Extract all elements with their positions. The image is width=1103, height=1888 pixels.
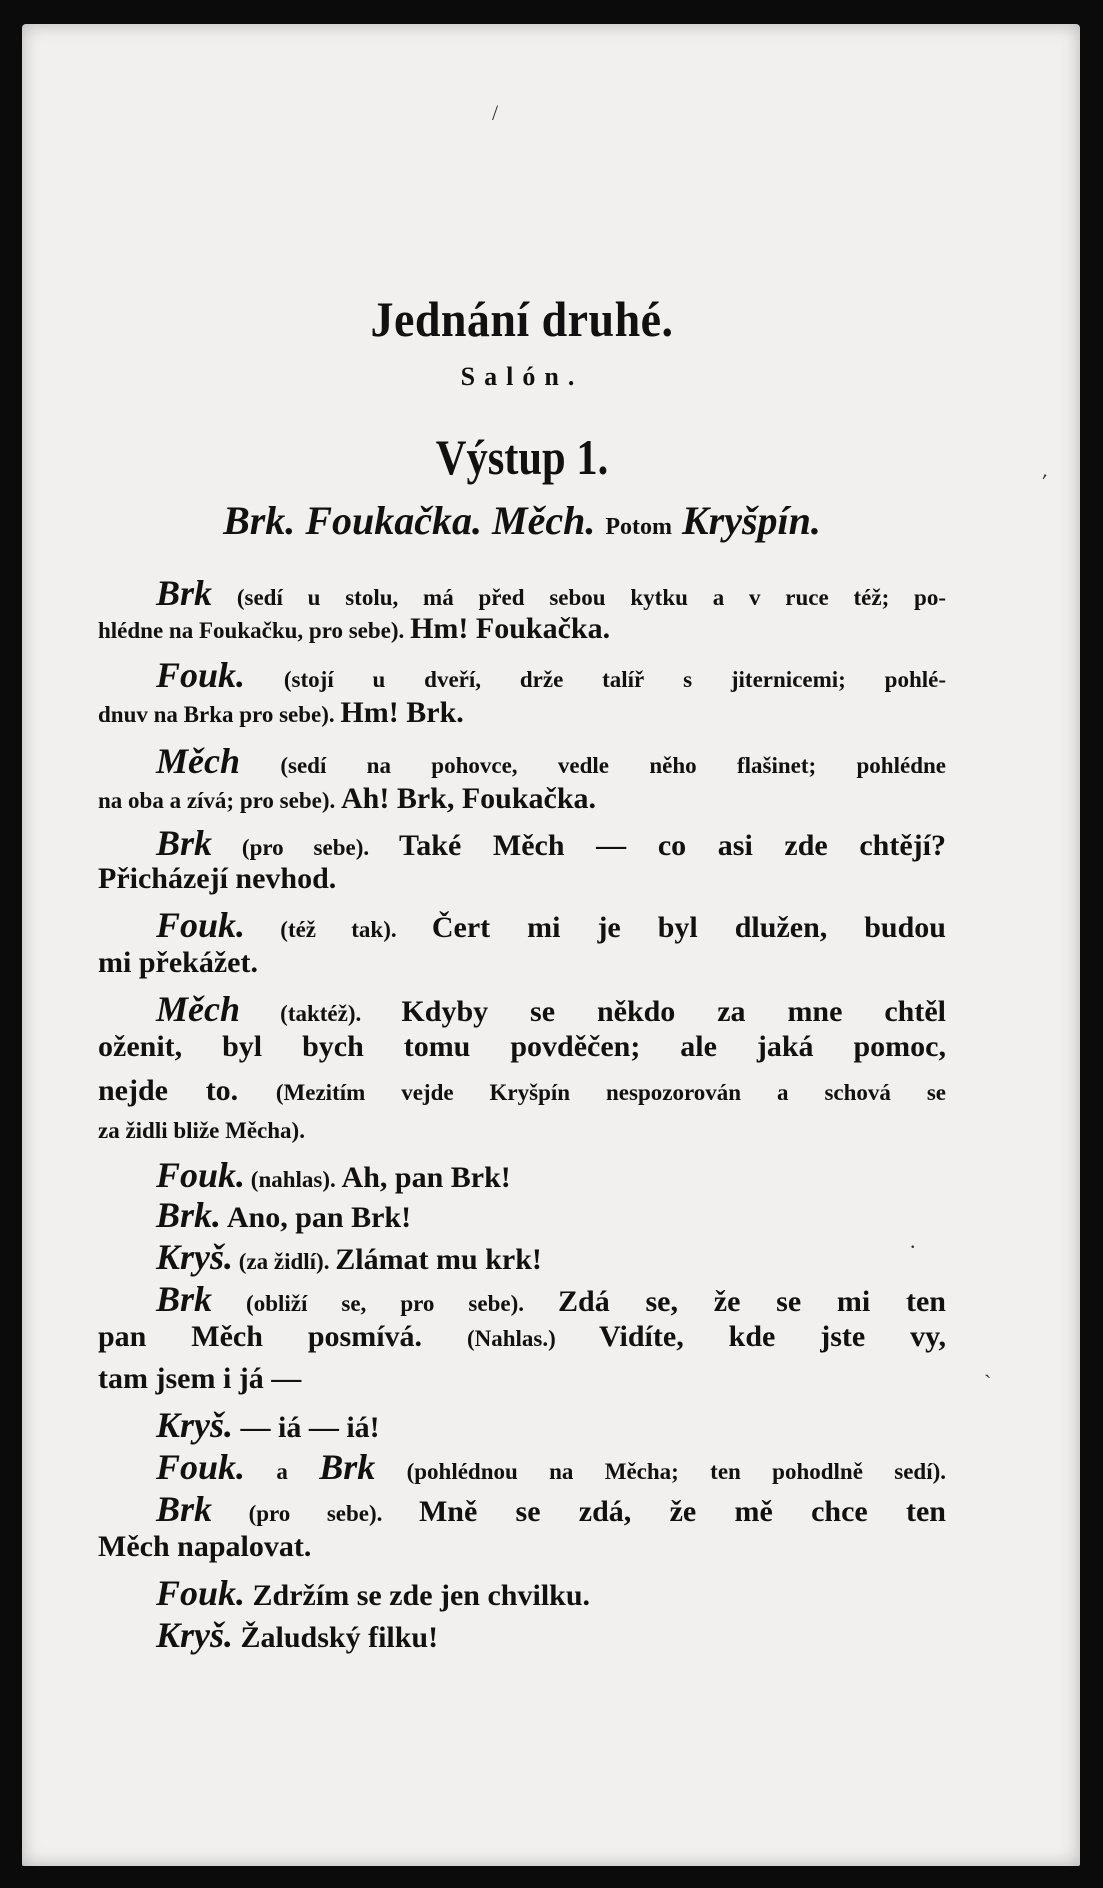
stray-mark: ` bbox=[984, 1370, 992, 1395]
text-line bbox=[98, 862, 946, 896]
speaker-name: Fouk. bbox=[156, 1573, 246, 1613]
speech-text: Ano, pan Brk! bbox=[221, 1201, 412, 1234]
stage-direction: dnuv na Brka pro sebe). bbox=[98, 702, 341, 727]
speech-text: tam jsem i já — bbox=[98, 1362, 302, 1395]
stage-direction: za židli bliže Měcha). bbox=[98, 1118, 305, 1143]
speaker-name: Brk bbox=[156, 1489, 213, 1529]
stage-direction: (Nahlas.) bbox=[466, 1326, 599, 1351]
speech-text: Žaludský filku! bbox=[233, 1621, 439, 1654]
speech-text: Hm! Foukačka. bbox=[410, 612, 611, 645]
speech-text: pan Měch posmívá. bbox=[98, 1320, 467, 1353]
scene-setting: Salón. bbox=[460, 362, 584, 391]
speech-text: Zlámat mu krk! bbox=[335, 1243, 542, 1276]
speech-text: — iá — iá! bbox=[233, 1411, 380, 1444]
text-line bbox=[156, 572, 946, 614]
text-line bbox=[98, 1320, 946, 1354]
cast-name: Brk. bbox=[223, 498, 296, 543]
cast-potom: Potom bbox=[605, 514, 672, 540]
speech-text: oženit, byl bych tomu povděčen; ale jaká pomoc, bbox=[98, 1030, 946, 1063]
text-line bbox=[98, 696, 946, 730]
stage-direction: (sedí na pohovce, vedle něho flašinet; pohlédne bbox=[240, 753, 946, 778]
speaker-name: Kryš. bbox=[156, 1405, 234, 1445]
cast-name: Foukačka. bbox=[305, 498, 482, 543]
speaker-name: Měch bbox=[156, 741, 240, 781]
speaker-name: Brk bbox=[156, 823, 213, 863]
stage-direction: (pohlédnou na Měcha; ten pohodlně sedí). bbox=[375, 1459, 946, 1484]
text-line bbox=[156, 988, 946, 1030]
stage-direction: a bbox=[245, 1459, 320, 1484]
stage-direction: (obliží se, pro sebe). bbox=[212, 1291, 559, 1316]
speech-text: Přicházejí nevhod. bbox=[98, 862, 337, 895]
speaker-name: Brk. bbox=[156, 1195, 222, 1235]
speaker-name: Brk bbox=[319, 1447, 376, 1487]
speaker-name: Brk bbox=[156, 1279, 213, 1319]
stage-direction: (Mezitím vejde Kryšpín nespozorován a schová se bbox=[275, 1080, 947, 1105]
speech-text: Ah! Brk, Foukačka. bbox=[341, 782, 597, 815]
cast-name-later: Kryšpín. bbox=[681, 498, 821, 543]
stage-direction: (sedí u stolu, má před sebou kytku a v ruce též; po- bbox=[212, 585, 946, 610]
text-line bbox=[98, 946, 946, 980]
speech-text: Také Měch — co asi zde chtějí? bbox=[399, 829, 946, 862]
speaker-name: Brk bbox=[156, 573, 213, 613]
speech-text: Vidíte, kde jste vy, bbox=[598, 1320, 946, 1353]
speaker-name: Fouk. bbox=[156, 1155, 246, 1195]
stage-direction: (za židlí). bbox=[233, 1249, 336, 1274]
speaker-name: Fouk. bbox=[156, 905, 246, 945]
text-line bbox=[98, 1118, 946, 1144]
text-line bbox=[98, 1362, 946, 1396]
speaker-name: Fouk. bbox=[156, 655, 246, 695]
stage-direction: (nahlas). bbox=[245, 1167, 342, 1192]
text-line bbox=[98, 1530, 946, 1564]
text-line bbox=[98, 612, 946, 646]
stray-mark: / bbox=[492, 100, 499, 125]
text-line bbox=[156, 654, 946, 696]
stray-mark: ' bbox=[1034, 468, 1051, 493]
text-line bbox=[156, 1154, 946, 1196]
speech-text: Zdržím se zde jen chvilku. bbox=[245, 1579, 591, 1612]
text-line bbox=[156, 1572, 946, 1614]
speaker-name: Fouk. bbox=[156, 1447, 246, 1487]
cast-list bbox=[98, 497, 946, 544]
scene-number: Výstup 1. bbox=[435, 429, 609, 485]
text-line bbox=[156, 822, 946, 864]
act-title: Jednání druhé. bbox=[370, 291, 674, 347]
speech-text: Hm! Brk. bbox=[340, 696, 464, 729]
stage-direction: hlédne na Foukačku, pro sebe). bbox=[98, 618, 411, 643]
stage-direction: (též tak). bbox=[245, 917, 432, 942]
text-line bbox=[156, 1446, 946, 1488]
stage-direction: (pro sebe). bbox=[212, 1501, 419, 1526]
text-line bbox=[98, 782, 946, 816]
stray-mark: . bbox=[910, 1228, 916, 1253]
text-line bbox=[156, 1236, 946, 1278]
stage-direction: (pro sebe). bbox=[212, 835, 400, 860]
text-line bbox=[98, 1030, 946, 1064]
text-line bbox=[156, 740, 946, 782]
speaker-name: Kryš. bbox=[156, 1615, 234, 1655]
speaker-name: Měch bbox=[156, 989, 240, 1029]
speech-text: Měch napalovat. bbox=[98, 1530, 312, 1563]
speech-text: Kdyby se někdo za mne chtěl bbox=[401, 995, 946, 1028]
speech-text: Čert mi je byl dlužen, budou bbox=[431, 911, 946, 944]
stage-direction: na oba a zívá; pro sebe). bbox=[98, 788, 341, 813]
text-line bbox=[156, 1488, 946, 1530]
text-line bbox=[98, 1074, 946, 1108]
speech-text: Ah, pan Brk! bbox=[341, 1161, 511, 1194]
speech-text: Zdá se, že se mi ten bbox=[558, 1285, 946, 1318]
cast-name: Měch. bbox=[492, 498, 596, 543]
speech-text: Mně se zdá, že mě chce ten bbox=[418, 1495, 946, 1528]
speaker-name: Kryš. bbox=[156, 1237, 234, 1277]
stage-direction: (taktéž). bbox=[240, 1001, 402, 1026]
speech-text: mi překážet. bbox=[98, 946, 258, 979]
text-line bbox=[156, 904, 946, 946]
speech-text: nejde to. bbox=[98, 1074, 276, 1107]
text-line bbox=[156, 1404, 946, 1446]
text-line bbox=[156, 1194, 946, 1236]
text-line bbox=[156, 1614, 946, 1656]
text-line bbox=[156, 1278, 946, 1320]
stage-direction: (stojí u dveří, drže talíř s jiternicemi; pohlé- bbox=[245, 667, 946, 692]
